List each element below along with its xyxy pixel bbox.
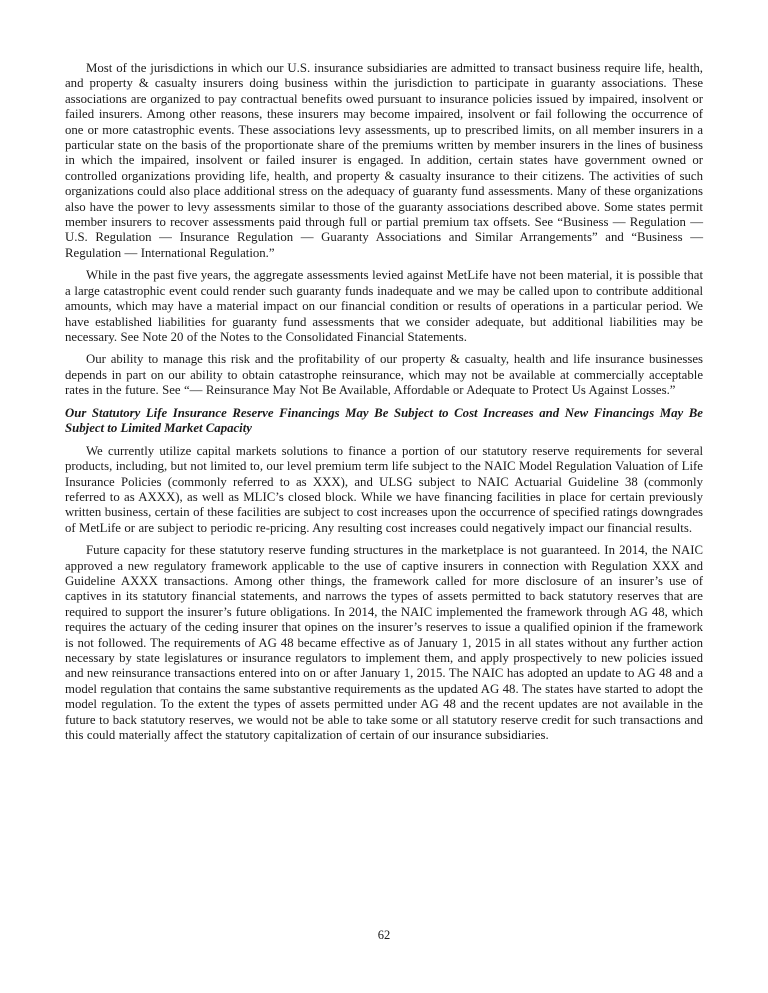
paragraph-guaranty-associations: Most of the jurisdictions in which our U.S. insurance subsidiaries are admitted to transact business require life, health, and property & casualty insurers doing business within the jurisdiction to participate in guaranty associations. These associations are organized to pay contractual benefits owed pursuant to insurance policies issued by impaired, insolvent or failed insurers. Among other reasons, these insurers may become impaired, insolvent or fail following the occurrence of one or more catastrophic events. These associations levy assessments, up to prescribed limits, on all member insurers in a particular state on the basis of the proportionate share of the premiums written by member insurers in the lines of business in which the impaired, insolvent or failed insurer is engaged. In addition, certain states have government owned or controlled organizations providing life, health, and property & casualty insurance to their citizens. The activities of such organizations could also place additional stress on the adequacy of guaranty fund assessments. Many of these organizations also have the power to levy assessments similar to those of the guaranty associations described above. Some states permit member insurers to recover assessments paid through full or partial premium tax offsets. See “Business — Regulation — U.S. Regulation — Insurance Regulation — Guaranty Associations and Similar Arrangements” and “Business — Regulation — International Regulation.”	[65, 61, 703, 260]
paragraph-capital-markets-solutions: We currently utilize capital markets solutions to finance a portion of our statutory reserve requirements for several products, including, but not limited to, our level premium term life subject to the NAIC Model Regulation Valuation of Life Insurance Policies (commonly referred to as XXX), and ULSG subject to NAIC Actuarial Guideline 38 (commonly referred to as AXXX), as well as MLIC’s closed block. While we have financing facilities in place for certain previously written business, certain of these facilities are subject to cost increases upon the occurrence of specified ratings downgrades of MetLife or are subject to periodic re-pricing. Any resulting cost increases could negatively impact our financial results.	[65, 443, 703, 535]
section-heading-statutory-reserve-financings: Our Statutory Life Insurance Reserve Financings May Be Subject to Cost Increases and New Financings May Be Subject to Limited Market Capacity	[65, 405, 703, 436]
paragraph-catastrophe-reinsurance: Our ability to manage this risk and the profitability of our property & casualty, health and life insurance businesses depends in part on our ability to obtain catastrophe reinsurance, which may not be available at commercially acceptable rates in the future. See “— Reinsurance May Not Be Available, Affordable or Adequate to Protect Us Against Losses.”	[65, 352, 703, 398]
paragraph-aggregate-assessments: While in the past five years, the aggregate assessments levied against MetLife have not been material, it is possible that a large catastrophic event could render such guaranty funds inadequate and we may be called upon to contribute additional amounts, which may have a material impact on our financial condition or results of operations in a particular period. We have established liabilities for guaranty fund assessments that we consider adequate, but additional liabilities may be necessary. See Note 20 of the Notes to the Consolidated Financial Statements.	[65, 268, 703, 344]
paragraph-future-capacity: Future capacity for these statutory reserve funding structures in the marketplace is not guaranteed. In 2014, the NAIC approved a new regulatory framework applicable to the use of captive insurers in connection with Regulation XXX and Guideline AXXX transactions. Among other things, the framework called for more disclosure of an insurer’s use of captives in its statutory financial statements, and narrows the types of assets permitted to back statutory reserves that are required to support the insurer’s future obligations. In 2014, the NAIC implemented the framework through AG 48, which requires the actuary of the ceding insurer that opines on the insurer’s reserves to issue a qualified opinion if the framework is not followed. The requirements of AG 48 became effective as of January 1, 2015 in all states without any further action necessary by state legislatures or insurance regulators to implement them, and apply prospectively to new policies issued and new reinsurance transactions entered into on or after January 1, 2015. The NAIC has adopted an update to AG 48 and a model regulation that contains the same substantive requirements as the updated AG 48. The states have started to adopt the model regulation. To the extent the types of assets permitted under AG 48 and the recent updates are not available in the future to back statutory reserves, we would not be able to take some or all statutory reserve credit for such transactions and this could materially affect the statutory capitalization of certain of our insurance subsidiaries.	[65, 543, 703, 743]
page-content	[65, 61, 703, 750]
page-number: 62	[377, 928, 391, 942]
